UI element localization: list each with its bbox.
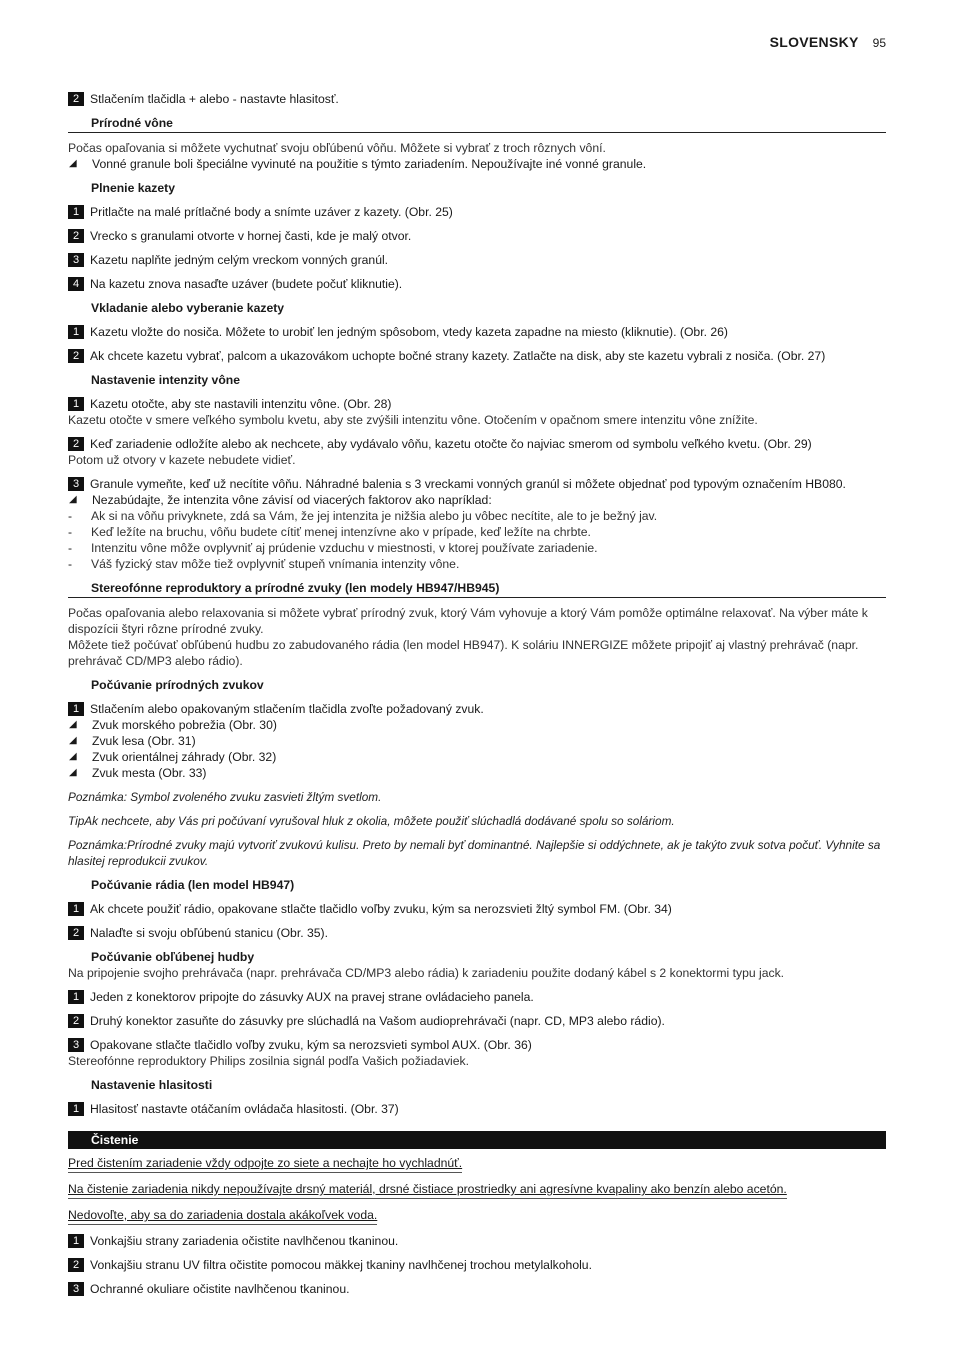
step-number: 4: [68, 277, 84, 291]
subheading-vkladanie: Vkladanie alebo vyberanie kazety: [91, 301, 285, 315]
step: [68, 989, 886, 1005]
step-text: Opakovane stlačte tlačidlo voľby zvuku, kým sa nerozsvieti symbol AUX. (Obr. 36): [90, 1038, 532, 1052]
step-text: Kazetu otočte, aby ste nastavili intenzitu vône. (Obr. 28): [90, 397, 392, 411]
bullet-item: [68, 717, 886, 733]
page-content: [68, 91, 886, 1297]
step: [68, 252, 886, 268]
language-label: SLOVENSKY: [769, 34, 859, 50]
dash-text: Intenzitu vône môže ovplyvniť aj prúdenie vzduchu v miestnosti, v ktorej používate zariadenie.: [91, 541, 598, 555]
step-text: Kazetu vložte do nosiča. Môžete to urobiť len jedným spôsobom, vtedy kazeta zapadne na miesto (kliknutie). (Obr. 26): [90, 325, 728, 339]
bullet-text: Vonné granule boli špeciálne vyvinuté na použitie s týmto zariadením. Nepoužívajte iné vonné granule.: [92, 157, 647, 171]
step-number: 1: [68, 397, 84, 411]
step-number: 2: [68, 349, 84, 363]
note: Poznámka:Prírodné zvuky majú vytvoriť zvukovú kulisu. Preto by nemali byť dominantné. Najlepšie si oddýchnete, ak je takýto zvuk sotva počuť. Vyhnite sa hlasitej reprodukcii zvukov.: [68, 838, 881, 868]
section-heading-cistenie: Čistenie: [68, 1131, 886, 1149]
step: [68, 1281, 886, 1297]
step-text: Stlačením alebo opakovaným stlačením tlačidla zvoľte požadovaný zvuk.: [90, 702, 484, 716]
subheading-hlasitost: Nastavenie hlasitosti: [91, 1078, 213, 1092]
paragraph: Stereofónne reproduktory Philips zosilnia signál podľa Vašich požiadaviek.: [68, 1054, 470, 1068]
step: [68, 228, 886, 244]
step-number: 2: [68, 1258, 84, 1272]
dash-item: - Intenzitu vône môže ovplyvniť aj prúdenie vzduchu v miestnosti, v ktorej používate zariadenie.: [68, 541, 598, 555]
step: [68, 91, 886, 107]
step-number: 1: [68, 702, 84, 716]
step-text: Kazetu naplňte jedným celým vreckom vonných granúl.: [90, 253, 389, 267]
step-text: Vrecko s granulami otvorte v hornej časti, kde je malý otvor.: [90, 229, 412, 243]
bullet-text: Zvuk mesta (Obr. 33): [92, 766, 207, 780]
step: [68, 396, 886, 412]
subheading-stereo: Stereofónne reproduktory a prírodné zvuky (len modely HB947/HB945): [68, 580, 886, 598]
warning-text: Pred čistením zariadenie vždy odpojte zo siete a nechajte ho vychladnúť.: [68, 1155, 462, 1173]
step: [68, 925, 886, 941]
step: [68, 348, 886, 364]
step-number: 2: [68, 229, 84, 243]
step-text: Na kazetu znova nasaďte uzáver (budete počuť kliknutie).: [90, 277, 403, 291]
step-text: Hlasitosť nastavte otáčaním ovládača hlasitosti. (Obr. 37): [90, 1102, 399, 1116]
bullet-icon: ◢: [69, 719, 77, 730]
bullet-icon: ◢: [69, 751, 77, 762]
step-number: 1: [68, 990, 84, 1004]
step: [68, 324, 886, 340]
bullet-item: [68, 765, 886, 781]
step-text: Keď zariadenie odložíte alebo ak nechcete, aby vydávalo vôňu, kazetu otočte čo najviac smerom od symbolu veľkého kvetu. (Obr. 29): [90, 437, 812, 451]
step-number: 2: [68, 437, 84, 451]
paragraph: Kazetu otočte v smere veľkého symbolu kvetu, aby ste zvýšili intenzitu vône. Otočením v opačnom smere intenzitu vône znížite.: [68, 413, 758, 427]
step: [68, 1257, 886, 1273]
dash-text: Ak si na vôňu privyknete, zdá sa Vám, že jej intenzita je nižšia alebo ju vôbec necítite, ale to je bežný jav.: [91, 509, 658, 523]
paragraph: Na pripojenie svojho prehrávača (napr. prehrávača CD/MP3 alebo rádia) k zariadeniu použite dodaný kábel s 2 konektormi typu jack.: [68, 966, 785, 980]
subheading-plnenie: Plnenie kazety: [91, 181, 175, 195]
bullet-text: Zvuk morského pobrežia (Obr. 30): [92, 718, 277, 732]
step: [68, 276, 886, 292]
dash-item: - Váš fyzický stav môže tiež ovplyvniť stupeň vnímania intenzity vône.: [68, 557, 460, 571]
step-number: 1: [68, 205, 84, 219]
page-number: 95: [872, 36, 886, 50]
subheading-intenzita: Nastavenie intenzity vône: [91, 373, 241, 387]
paragraph: Potom už otvory v kazete nebudete vidieť.: [68, 453, 296, 467]
warning-row: [68, 1207, 886, 1225]
step: [68, 1233, 886, 1249]
step-text: Ak chcete kazetu vybrať, palcom a ukazovákom uchopte bočné strany kazety. Zatlačte na disk, aby ste kazetu vybrali z nosiča. (Obr. 27): [90, 349, 826, 363]
paragraph: Počas opaľovania si môžete vychutnať svoju obľúbenú vôňu. Môžete si vybrať z troch rôznych vôní.: [68, 141, 606, 155]
step-number: 3: [68, 477, 84, 491]
step: [68, 476, 886, 492]
note: Poznámka: Symbol zvoleného zvuku zasvieti žltým svetlom.: [68, 790, 382, 804]
dash-text: Váš fyzický stav môže tiež ovplyvniť stupeň vnímania intenzity vône.: [91, 557, 460, 571]
tip: TipAk nechcete, aby Vás pri počúvaní vyrušoval hluk z okolia, môžete použiť slúchadlá dodávané spolu so soláriom.: [68, 814, 675, 828]
warning-row: [68, 1181, 886, 1199]
step-text: Jeden z konektorov pripojte do zásuvky AUX na pravej strane ovládacieho panela.: [90, 990, 534, 1004]
bullet-text: Zvuk lesa (Obr. 31): [92, 734, 196, 748]
paragraph: Môžete tiež počúvať obľúbenú hudbu zo zabudovaného rádia (len model HB947). K soláriu INNERGIZE môžete pripojiť aj vlastný prehrávač (napr. prehrávač CD/MP3 alebo rádio).: [68, 638, 859, 668]
step-number: 2: [68, 1014, 84, 1028]
page-header: [770, 34, 886, 50]
step-text: Vonkajšiu strany zariadenia očistite navlhčenou tkaninou.: [90, 1234, 399, 1248]
subheading-prirodne-vone: Prírodné vône: [68, 115, 886, 133]
step-text: Ak chcete použiť rádio, opakovane stlačte tlačidlo voľby zvuku, kým sa nerozsvieti žltý symbol FM. (Obr. 34): [90, 902, 672, 916]
bullet-item: [68, 156, 886, 172]
bullet-icon: ◢: [69, 158, 77, 169]
dash-text: Keď ležíte na bruchu, vôňu budete cítiť menej intenzívne ako v prípade, keď ležíte na chrbte.: [91, 525, 591, 539]
step-number: 3: [68, 253, 84, 267]
step-number: 1: [68, 1102, 84, 1116]
step-number: 2: [68, 92, 84, 106]
bullet-icon: ◢: [69, 735, 77, 746]
step-number: 3: [68, 1282, 84, 1296]
step: [68, 436, 886, 452]
step-text: Druhý konektor zasuňte do zásuvky pre slúchadlá na Vašom audioprehrávači (napr. CD, MP3 alebo rádio).: [90, 1014, 665, 1028]
step: [68, 701, 886, 717]
step-number: 2: [68, 926, 84, 940]
bullet-text: Zvuk orientálnej záhrady (Obr. 32): [92, 750, 277, 764]
step-number: 1: [68, 902, 84, 916]
step: [68, 1037, 886, 1053]
step-text: Nalaďte si svoju obľúbenú stanicu (Obr. 35).: [90, 926, 328, 940]
step-number: 3: [68, 1038, 84, 1052]
dash-item: - Keď ležíte na bruchu, vôňu budete cítiť menej intenzívne ako v prípade, keď ležíte na chrbte.: [68, 525, 591, 539]
step: [68, 1101, 886, 1117]
step-text: Ochranné okuliare očistite navlhčenou tkaninou.: [90, 1282, 350, 1296]
subheading-hudba: Počúvanie obľúbenej hudby: [91, 950, 255, 964]
subheading-pocuvanie: Počúvanie prírodných zvukov: [91, 678, 264, 692]
step: [68, 901, 886, 917]
warning-text: Na čistenie zariadenia nikdy nepoužívajte drsný materiál, drsné čistiace prostriedky ani agresívne kvapaliny ako benzín alebo acetón.: [68, 1181, 787, 1199]
warning-row: [68, 1155, 886, 1173]
step-number: 1: [68, 1234, 84, 1248]
step-number: 1: [68, 325, 84, 339]
bullet-icon: ◢: [69, 767, 77, 778]
step-text: Stlačením tlačidla + alebo - nastavte hlasitosť.: [90, 92, 339, 106]
step-text: Granule vymeňte, keď už necítite vôňu. Náhradné balenia s 3 vreckami vonných granúl si môžete objednať pod typovým označením HB080.: [90, 477, 846, 491]
step-text: Vonkajšiu stranu UV filtra očistite pomocou mäkkej tkaniny navlhčenej trochou metylalkoholu.: [90, 1258, 592, 1272]
step-text: Pritlačte na malé prítlačné body a snímte uzáver z kazety. (Obr. 25): [90, 205, 453, 219]
warning-text: Nedovoľte, aby sa do zariadenia dostala akákoľvek voda.: [68, 1207, 377, 1225]
bullet-item: [68, 749, 886, 765]
bullet-item: [68, 492, 886, 508]
bullet-icon: ◢: [69, 494, 77, 505]
bullet-text: Nezabúdajte, že intenzita vône závisí od viacerých faktorov ako napríklad:: [92, 493, 492, 507]
bullet-item: [68, 733, 886, 749]
dash-item: - Ak si na vôňu privyknete, zdá sa Vám, že jej intenzita je nižšia alebo ju vôbec necítite, ale to je bežný jav.: [68, 509, 658, 523]
step: [68, 204, 886, 220]
paragraph: Počas opaľovania alebo relaxovania si môžete vybrať prírodný zvuk, ktorý Vám vyhovuje a ktorý Vám pomôže optimálne relaxovať. Na výber máte k dispozícii štyri rôzne prírodné zvuky.: [68, 606, 868, 636]
step: [68, 1013, 886, 1029]
subheading-radio: Počúvanie rádia (len model HB947): [91, 878, 295, 892]
